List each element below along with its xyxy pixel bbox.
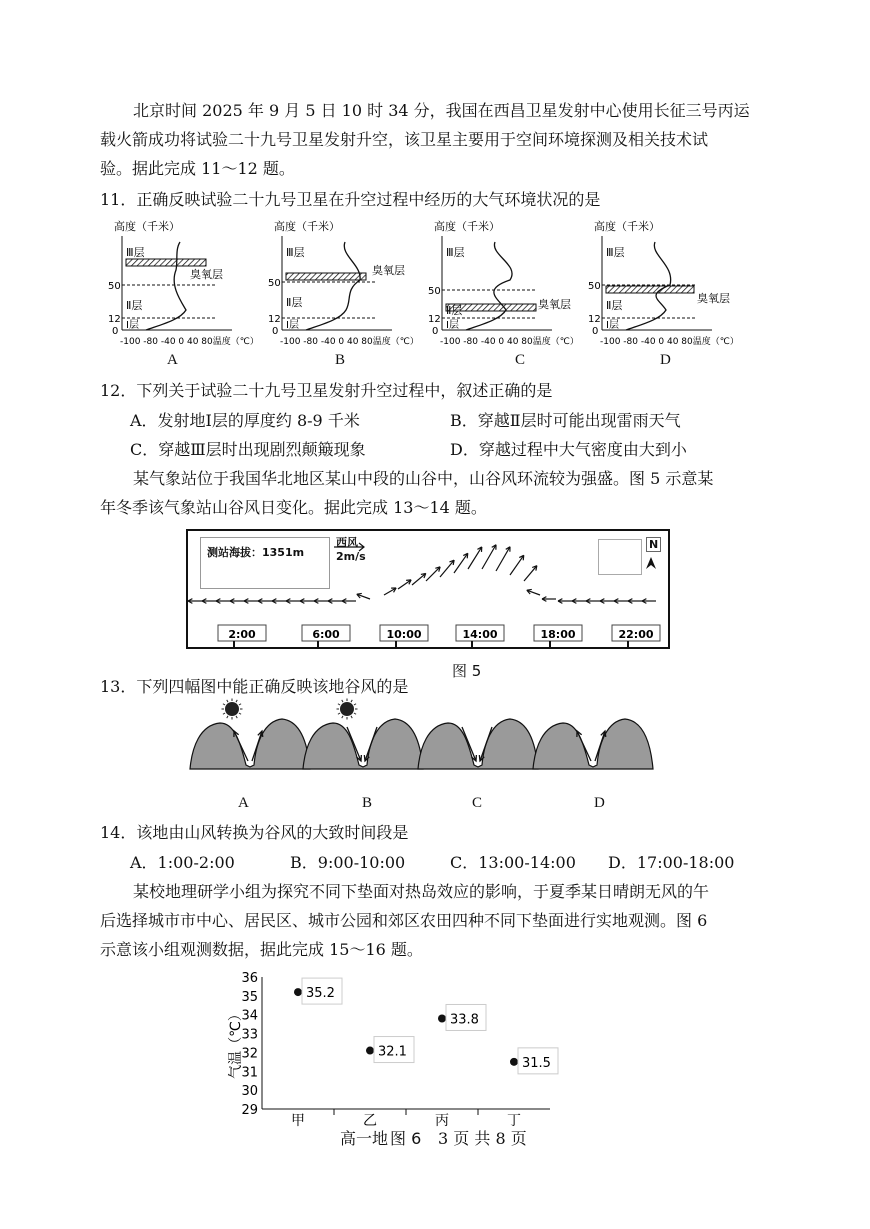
- intro1-line2: 载火箭成功将试验二十九号卫星发射升空，该卫星主要用于空间环境探测及相关技术试: [100, 130, 709, 149]
- ozone-band: [126, 259, 206, 266]
- y-axis-label: 高度（千米）: [114, 220, 180, 233]
- wind-arrow-23: [510, 555, 524, 575]
- time-label-5: 18:00: [540, 628, 576, 641]
- ozone-label: 臭氧层: [697, 292, 730, 305]
- intro2-line1: 某气象站位于我国华北地区某山中段的山谷中，山谷风环流较为强盛。图 5 示意某: [133, 469, 714, 488]
- tick-12: 12: [108, 314, 121, 325]
- layer-1-label: Ⅰ层: [606, 320, 619, 331]
- footer-left: 高一地: [340, 1129, 389, 1148]
- wind-arrow-2: [202, 599, 216, 604]
- y-axis-label: 高度（千米）: [274, 220, 340, 233]
- tick-50: 50: [268, 278, 281, 289]
- wind-arrow-12: [342, 599, 356, 604]
- wind-arrow-15: [398, 580, 411, 589]
- ozone-label: 臭氧层: [538, 298, 571, 311]
- x-tick-label-1: 甲: [291, 1113, 305, 1129]
- wind-arrow-3: [216, 599, 230, 604]
- q13-stem: 13．下列四幅图中能正确反映该地谷风的是: [100, 677, 409, 696]
- ozone-label: 臭氧层: [190, 268, 223, 281]
- temperature-curve: [306, 242, 360, 330]
- wind-arrow-7: [272, 599, 286, 604]
- q12-option-d: D．穿越过程中大气密度由大到小: [450, 440, 687, 459]
- figure6-caption: 图 6: [390, 1129, 422, 1148]
- intro3-line2: 后选择城市市中心、居民区、城市公园和郊区农田四种不同下垫面进行实地观测。图 6: [100, 911, 708, 930]
- valley-panel-2: [303, 699, 423, 770]
- mountain-valley: [190, 719, 310, 769]
- q14-option-a: A．1:00-2:00: [130, 853, 235, 872]
- q14-stem: 14．该地由山风转换为谷风的大致时间段是: [100, 823, 409, 842]
- ozone-label: 臭氧层: [372, 264, 405, 277]
- layer-3-label: Ⅲ层: [446, 246, 465, 259]
- tick-12: 12: [588, 314, 601, 325]
- mountain-valley: [533, 719, 653, 769]
- layer-1-label: Ⅰ层: [286, 320, 299, 331]
- y-tick-label-31: 31: [241, 1065, 258, 1081]
- y-axis-label: 高度（千米）: [434, 220, 500, 233]
- wind-arrow-24: [524, 566, 537, 581]
- layer-2-label: Ⅱ层: [606, 299, 623, 312]
- layer-2-label: Ⅱ层: [286, 296, 303, 309]
- y-tick-label-32: 32: [241, 1046, 258, 1062]
- wind-arrow-5: [244, 599, 258, 604]
- atmosphere-diagrams: [0, 210, 870, 390]
- valley-panel-1: [190, 699, 310, 770]
- layer-3-label: Ⅲ层: [126, 246, 145, 259]
- q13-option-d: D: [594, 795, 605, 811]
- wind-arrow-21: [482, 545, 496, 569]
- footer-right: 3 页 共 8 页: [438, 1129, 527, 1148]
- x-tick-label-3: 丙: [435, 1113, 449, 1129]
- y-tick-label-34: 34: [241, 1008, 258, 1024]
- wind-arrow-26: [542, 597, 556, 602]
- q13-option-c: C: [472, 795, 483, 811]
- q11-option-a: A: [167, 352, 178, 368]
- atmosphere-panel-4: [588, 219, 739, 347]
- sun-icon: [340, 702, 354, 716]
- ozone-band: [286, 273, 366, 280]
- tick-12: 12: [268, 314, 281, 325]
- tick-50: 50: [428, 286, 441, 297]
- data-point-3: [438, 1014, 446, 1022]
- layer-2-label: Ⅱ层: [126, 299, 143, 312]
- y-axis-title: 气温（℃）: [228, 1007, 244, 1079]
- wind-arrow-22: [496, 547, 510, 571]
- x-tick-label-4: 丁: [507, 1113, 521, 1129]
- layer-3-label: Ⅲ层: [286, 246, 305, 259]
- q13-option-a: A: [238, 795, 249, 811]
- time-label-1: 2:00: [228, 628, 256, 641]
- intro3-line3: 示意该小组观测数据，据此完成 15～16 题。: [100, 940, 423, 959]
- wind-arrow-16: [412, 573, 426, 585]
- data-label-3: 33.8: [450, 1012, 479, 1028]
- temperature-curve: [466, 242, 512, 330]
- time-label-6: 22:00: [618, 628, 654, 641]
- x-axis-ticks: -100 -80 -40 0 40 80温度（℃）: [280, 337, 419, 347]
- x-tick-label-2: 乙: [363, 1113, 377, 1129]
- tick-50: 50: [588, 281, 601, 292]
- tick-0: 0: [592, 326, 599, 337]
- data-label-1: 35.2: [306, 986, 335, 1002]
- layer-1-label: Ⅰ层: [446, 320, 459, 331]
- wind-arrow-4: [230, 599, 244, 604]
- tick-0: 0: [432, 326, 439, 337]
- data-point-4: [510, 1058, 518, 1066]
- y-tick-label-36: 36: [241, 971, 258, 986]
- data-point-2: [366, 1047, 374, 1055]
- valley-panel-4: [533, 700, 653, 769]
- ozone-band: [446, 304, 536, 311]
- y-axis-label: 高度（千米）: [594, 220, 660, 233]
- q13-option-b: B: [362, 795, 373, 811]
- q14-option-d: D．17:00-18:00: [608, 853, 735, 872]
- wind-arrow-32: [628, 599, 642, 604]
- y-tick-label-33: 33: [241, 1027, 258, 1043]
- data-label-4: 31.5: [522, 1055, 551, 1071]
- figure5-caption: 图 5: [452, 662, 482, 680]
- intro3-line1: 某校地理研学小组为探究不同下垫面对热岛效应的影响，于夏季某日晴朗无风的午: [133, 882, 710, 901]
- tick-0: 0: [112, 326, 119, 337]
- tick-0: 0: [272, 326, 279, 337]
- wind-arrow-31: [614, 599, 628, 604]
- wind-arrow-25: [527, 589, 540, 595]
- q14-option-b: B．9:00-10:00: [290, 853, 406, 872]
- q12-option-c: C．穿越Ⅲ层时出现剧烈颠簸现象: [130, 440, 366, 459]
- layer-3-label: Ⅲ层: [606, 246, 625, 259]
- q11-option-d: D: [660, 352, 671, 368]
- wind-arrow-33: [642, 599, 656, 604]
- data-label-2: 32.1: [378, 1044, 407, 1060]
- q12-option-a: A．发射地Ⅰ层的厚度约 8-9 千米: [130, 411, 360, 430]
- y-tick-label-30: 30: [241, 1084, 258, 1100]
- wind-arrow-30: [600, 599, 614, 604]
- wind-barbs: [0, 529, 870, 669]
- wind-arrow-19: [454, 553, 468, 573]
- atmosphere-panel-3: [428, 219, 579, 347]
- wind-arrow-20: [468, 547, 482, 569]
- moon-icon: [571, 700, 580, 718]
- temperature-curve: [146, 242, 186, 330]
- tick-50: 50: [108, 281, 121, 292]
- wind-arrow-8: [286, 599, 300, 604]
- wind-arrow-9: [300, 599, 314, 604]
- layer-1-label: Ⅰ层: [126, 320, 139, 331]
- q12-stem: 12．下列关于试验二十九号卫星发射升空过程中，叙述正确的是: [100, 381, 553, 400]
- valley-diagrams: [0, 697, 870, 787]
- wind-arrow-13: [357, 593, 370, 599]
- moon-icon: [456, 700, 465, 718]
- wind-arrow-6: [258, 599, 272, 604]
- wind-arrow-17: [426, 567, 440, 581]
- y-tick-label-35: 35: [241, 989, 258, 1005]
- wind-arrow-1: [188, 599, 202, 604]
- intro2-line2: 年冬季该气象站山谷风日变化。据此完成 13～14 题。: [100, 498, 487, 517]
- atmosphere-panel-1: [108, 219, 259, 347]
- wind-arrow-18: [440, 560, 454, 577]
- time-label-3: 10:00: [386, 628, 422, 641]
- q11-option-b: B: [335, 352, 346, 368]
- intro1-line1: 北京时间 2025 年 9 月 5 日 10 时 34 分，我国在西昌卫星发射中心使用长征三号丙运: [133, 101, 750, 120]
- q11-stem: 11．正确反映试验二十九号卫星在升空过程中经历的大气环境状况的是: [100, 190, 601, 209]
- y-tick-label-29: 29: [241, 1103, 258, 1118]
- wind-arrow-28: [572, 599, 586, 604]
- x-axis-ticks: -100 -80 -40 0 40 80温度（℃）: [600, 337, 739, 347]
- data-point-1: [294, 988, 302, 996]
- wind-arrow-11: [328, 599, 342, 604]
- wind-speed-label: 2m/s: [336, 550, 366, 563]
- north-label: N: [646, 537, 661, 552]
- wind-arrow-14: [384, 588, 396, 595]
- station-elevation: 测站海拔：1351m: [207, 546, 305, 559]
- mountain-valley: [303, 719, 423, 769]
- q11-option-c: C: [515, 352, 526, 368]
- intro1-line3: 验。据此完成 11～12 题。: [100, 159, 295, 178]
- wind-arrow-27: [558, 599, 572, 604]
- mountain-valley: [418, 719, 538, 769]
- x-axis-ticks: -100 -80 -40 0 40 80温度（℃）: [440, 337, 579, 347]
- sun-icon: [225, 702, 239, 716]
- temperature-chart: [0, 965, 870, 1135]
- wind-legend-label: 西风: [336, 536, 358, 549]
- wind-arrow-29: [586, 599, 600, 604]
- x-axis-ticks: -100 -80 -40 0 40 80温度（℃）: [120, 337, 259, 347]
- q12-option-b: B．穿越Ⅱ层时可能出现雷雨天气: [450, 411, 681, 430]
- ozone-band: [606, 286, 694, 293]
- wind-arrow-10: [314, 599, 328, 604]
- north-arrow-icon: [646, 557, 656, 569]
- valley-panel-3: [418, 700, 538, 769]
- atmosphere-panel-2: [268, 219, 419, 347]
- time-label-2: 6:00: [312, 628, 340, 641]
- time-label-4: 14:00: [462, 628, 498, 641]
- tick-12: 12: [428, 314, 441, 325]
- q14-option-c: C．13:00-14:00: [450, 853, 576, 872]
